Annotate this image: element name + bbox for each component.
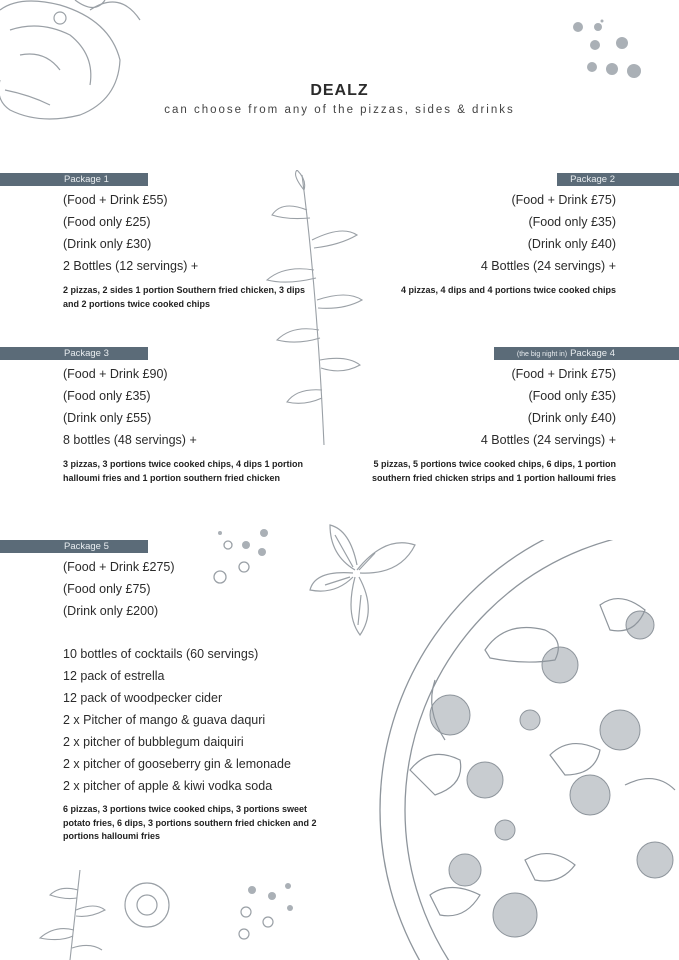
list-item: 2 x pitcher of apple & kiwi vodka soda <box>63 779 273 793</box>
package-3-description: 3 pizzas, 3 portions twice cooked chips, 4 dips 1 portion halloumi fries and 1 portion southern fried chicken <box>63 459 304 483</box>
package-5-prices <box>63 556 175 622</box>
package-3-header <box>0 347 148 360</box>
price-line: (Drink only £40) <box>527 411 616 425</box>
package-2-name: Package 2 <box>570 174 615 185</box>
package-5-description: 6 pizzas, 3 portions twice cooked chips, 3 portions sweet potato fries, 6 dips, 3 portions southern fried chicken and 2 portions halloumi fries <box>63 804 317 841</box>
peppercorn-dots <box>570 15 650 85</box>
price-line: (Food + Drink £75) <box>511 193 616 207</box>
price-line: (Food only £35) <box>63 389 151 403</box>
price-line: (Food + Drink £275) <box>63 560 175 574</box>
page-title: DEALZ <box>310 82 369 99</box>
package-2-description: 4 pizzas, 4 dips and 4 portions twice cooked chips <box>400 285 616 295</box>
package-3-prices <box>63 363 197 451</box>
price-line: 2 Bottles (12 servings) + <box>63 259 199 273</box>
pizza-illustration <box>355 540 679 960</box>
price-line: (Food + Drink £75) <box>511 367 616 381</box>
package-2-header <box>557 173 679 186</box>
package-5-header <box>0 540 148 553</box>
price-line: (Food + Drink £90) <box>63 367 168 381</box>
package-5-name: Package 5 <box>64 541 109 552</box>
package-1-prices <box>63 189 198 277</box>
list-item: 10 bottles of cocktails (60 servings) <box>63 647 259 661</box>
package-1-name: Package 1 <box>64 174 109 185</box>
price-line: 8 bottles (48 servings) + <box>63 433 197 447</box>
price-line: (Food + Drink £55) <box>63 193 168 207</box>
price-line: 4 Bottles (24 servings) + <box>480 259 616 273</box>
package-1-description: 2 pizzas, 2 sides 1 portion Southern fried chicken, 3 dips and 2 portions twice cooked chips <box>63 285 306 309</box>
package-5-drinks-list <box>63 643 291 797</box>
price-line: (Drink only £30) <box>63 237 152 251</box>
list-item: 2 x pitcher of gooseberry gin & lemonade <box>63 757 291 771</box>
price-line: (Food only £75) <box>63 582 151 596</box>
price-line: (Food only £35) <box>528 215 616 229</box>
price-line: (Food only £25) <box>63 215 151 229</box>
price-line: (Drink only £200) <box>63 604 159 618</box>
price-line: (Food only £35) <box>528 389 616 403</box>
price-line: (Drink only £40) <box>527 237 616 251</box>
package-1-header <box>0 173 148 186</box>
list-item: 2 x Pitcher of mango & guava daquri <box>63 713 266 727</box>
peppercorn-dots <box>208 525 273 585</box>
package-4-name: Package 4 <box>570 348 615 359</box>
price-line: 4 Bottles (24 servings) + <box>480 433 616 447</box>
list-item: 12 pack of woodpecker cider <box>63 691 223 705</box>
page-subtitle: can choose from any of the pizzas, sides & drinks <box>164 104 515 116</box>
package-3-name: Package 3 <box>64 348 109 359</box>
herb-sprig-illustration <box>30 870 110 960</box>
package-4-prices <box>481 363 616 451</box>
peppercorn-dots <box>232 878 302 943</box>
peppercorn-dots <box>120 878 175 933</box>
list-item: 12 pack of estrella <box>63 669 165 683</box>
package-2-prices <box>481 189 616 277</box>
package-4-prefix: (the big night in) <box>516 351 568 358</box>
list-item: 2 x pitcher of bubblegum daiquiri <box>63 735 244 749</box>
price-line: (Drink only £55) <box>63 411 152 425</box>
package-4-description: 5 pizzas, 5 portions twice cooked chips, 6 dips, 1 portion southern fried chicken strips and 1 portion halloumi fries <box>371 459 616 483</box>
package-4-header <box>494 347 679 360</box>
